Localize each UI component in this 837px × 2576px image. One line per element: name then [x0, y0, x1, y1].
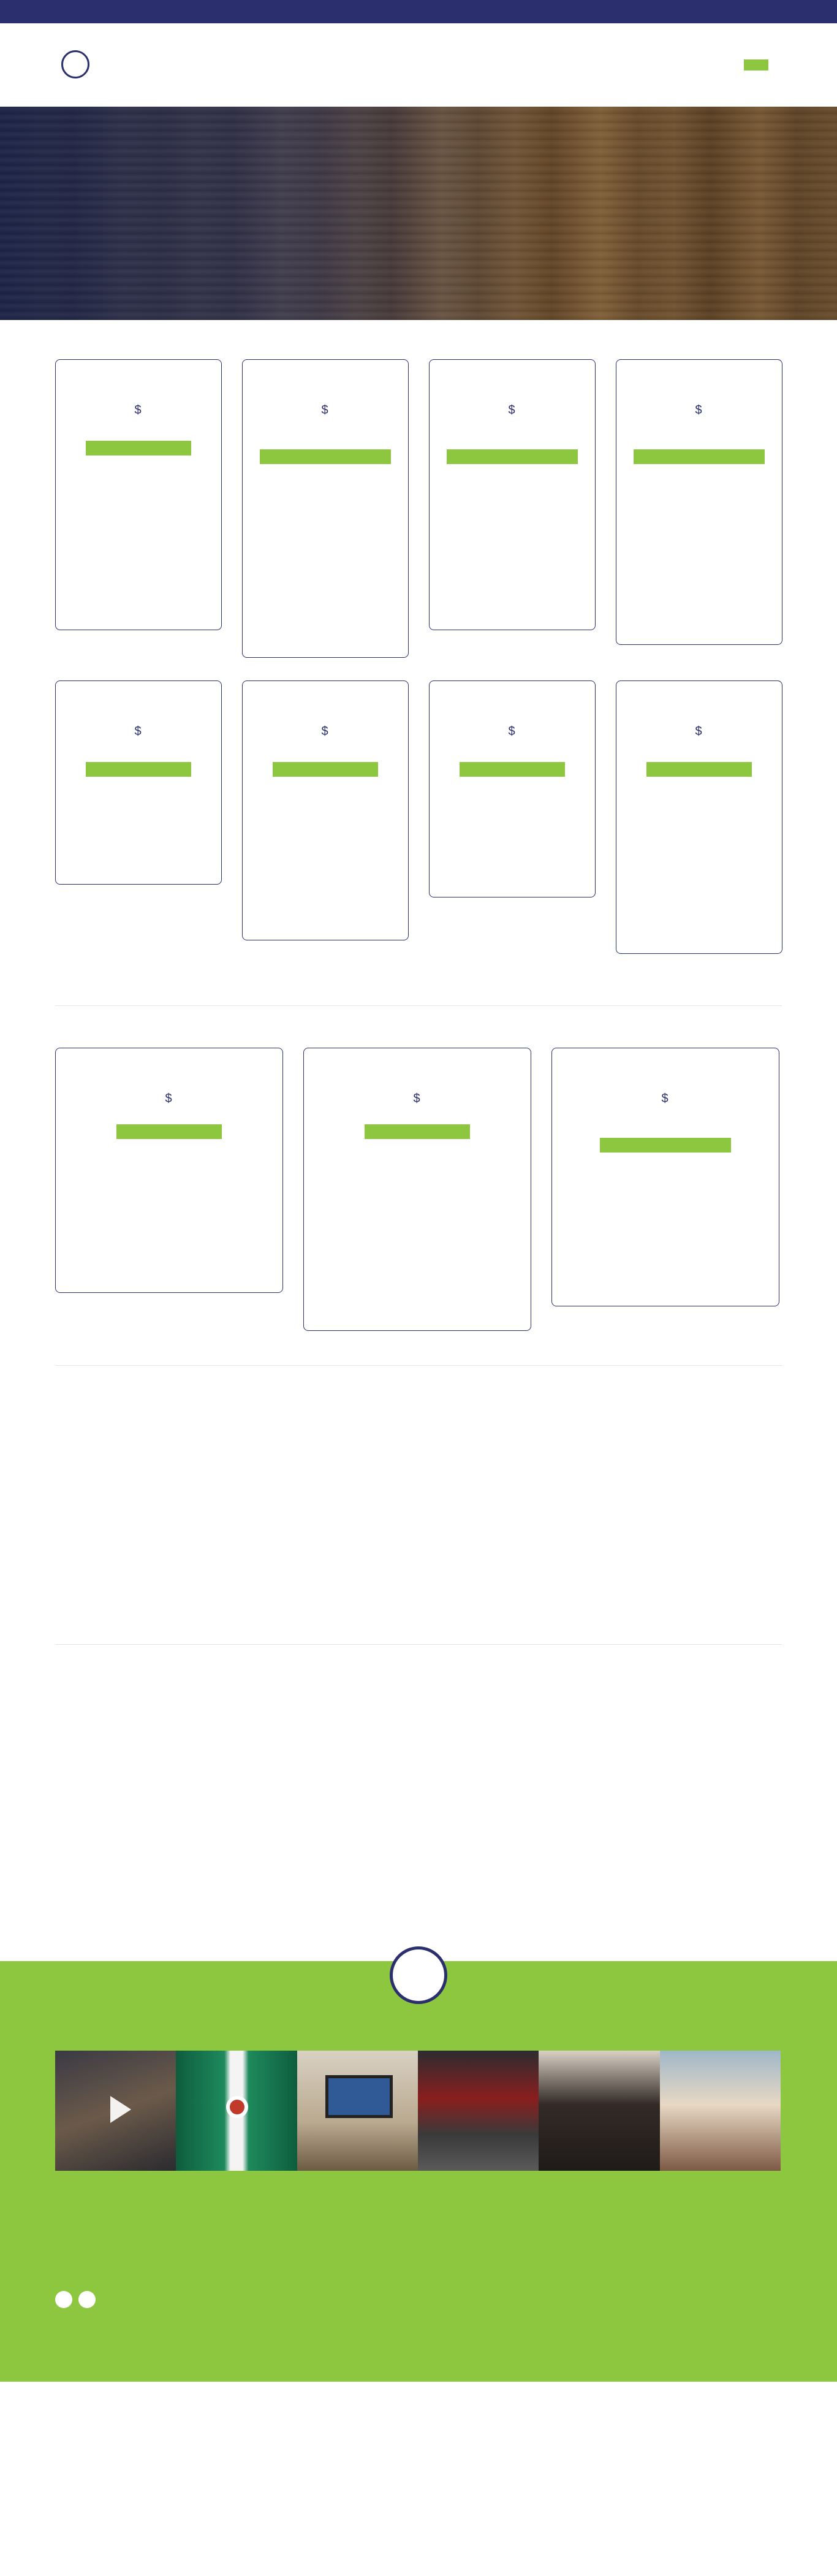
- currency-symbol: $: [508, 725, 515, 738]
- currency-symbol: $: [134, 403, 142, 417]
- instagram-photo[interactable]: [660, 2051, 781, 2171]
- currency-symbol: $: [321, 403, 328, 417]
- logo-mark-icon: [61, 50, 89, 78]
- pricing-card: [242, 680, 409, 940]
- currency-symbol: $: [695, 725, 702, 738]
- currency-symbol: $: [321, 725, 328, 738]
- instagram-photo[interactable]: [297, 2051, 418, 2171]
- golf-cards: [55, 1048, 782, 1349]
- pricing-card: [616, 680, 782, 954]
- pricing-card: [616, 359, 782, 645]
- buy-now-button[interactable]: [460, 762, 565, 777]
- currency-symbol: $: [413, 1092, 420, 1105]
- pricing-card: [55, 1048, 283, 1293]
- pricing-card: [55, 359, 222, 630]
- gift-section: [0, 1645, 837, 1669]
- site-header: [0, 23, 837, 107]
- golf-section: [0, 1006, 837, 1031]
- logo[interactable]: [61, 50, 89, 80]
- card-price: [69, 388, 208, 425]
- announcement-bar: [0, 0, 837, 23]
- buy-now-button[interactable]: [365, 1124, 470, 1139]
- card-price: [443, 709, 581, 746]
- sign-up-button[interactable]: [447, 449, 578, 464]
- instagram-photo[interactable]: [539, 2051, 659, 2171]
- instagram-feed: [55, 2051, 781, 2171]
- card-price: [630, 388, 768, 433]
- training-section: [0, 1366, 837, 1390]
- social-icons: [55, 2291, 96, 2308]
- currency-symbol: $: [508, 403, 515, 417]
- pricing-card: [429, 680, 596, 897]
- site-footer: [0, 1961, 837, 2382]
- currency-symbol: $: [134, 725, 142, 738]
- currency-symbol: $: [661, 1092, 668, 1105]
- card-price: [630, 709, 768, 746]
- pricing-card: [303, 1048, 531, 1331]
- gift-cards: [55, 1683, 782, 1910]
- laptop-icon: [325, 2075, 393, 2118]
- card-price: [256, 388, 395, 433]
- pricing-card: [55, 680, 222, 885]
- main-nav: [610, 59, 768, 70]
- pricing-card: [429, 359, 596, 630]
- sign-up-button[interactable]: [634, 449, 765, 464]
- buy-now-button[interactable]: [86, 762, 191, 777]
- currency-symbol: $: [165, 1092, 172, 1105]
- classes-section: [0, 320, 837, 359]
- classes-cards: [55, 359, 782, 991]
- card-price: [69, 709, 208, 746]
- buy-now-button[interactable]: [273, 762, 378, 777]
- card-price: [566, 1077, 765, 1122]
- facebook-icon[interactable]: [78, 2291, 96, 2308]
- card-price: [69, 1077, 269, 1113]
- instagram-photo[interactable]: [55, 2051, 176, 2171]
- card-price: [317, 1077, 517, 1113]
- pricing-card: [551, 1048, 779, 1306]
- target-icon: [226, 2096, 248, 2118]
- hero-banner: [0, 107, 837, 320]
- buy-now-button[interactable]: [646, 762, 752, 777]
- hero-wood-texture: [0, 107, 837, 320]
- card-price: [443, 388, 581, 433]
- buy-now-button[interactable]: [86, 441, 191, 455]
- start-here-button[interactable]: [744, 59, 768, 70]
- play-icon: [110, 2096, 131, 2123]
- instagram-icon[interactable]: [55, 2291, 72, 2308]
- training-cards: [55, 1404, 782, 1626]
- sign-up-button[interactable]: [260, 449, 391, 464]
- instagram-photo[interactable]: [418, 2051, 539, 2171]
- buy-now-button[interactable]: [116, 1124, 222, 1139]
- pricing-card: [242, 359, 409, 658]
- sign-up-button[interactable]: [600, 1138, 731, 1153]
- currency-symbol: $: [695, 403, 702, 417]
- instagram-photo[interactable]: [176, 2051, 297, 2171]
- footer-logo-icon[interactable]: [390, 1946, 447, 2004]
- card-price: [256, 709, 395, 746]
